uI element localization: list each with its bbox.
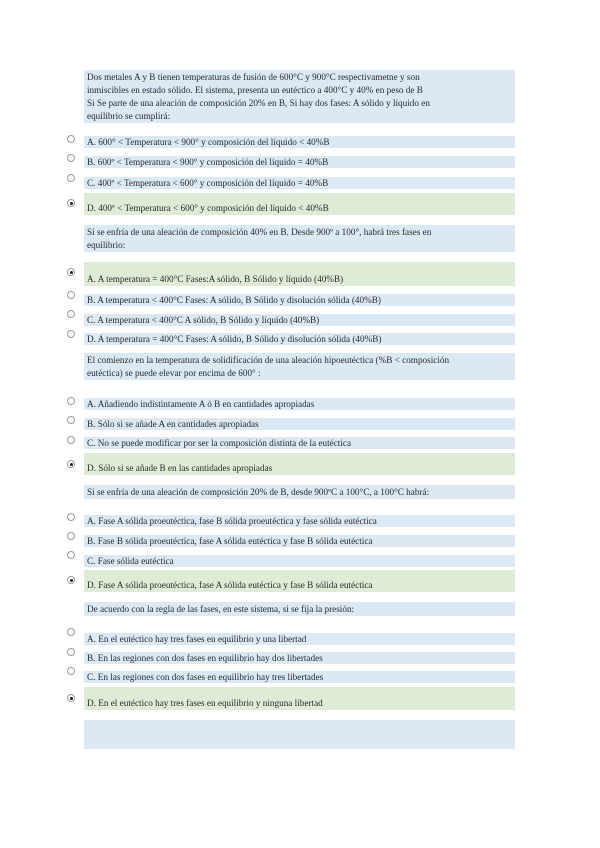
- q2-radio-d[interactable]: [67, 330, 75, 338]
- q2-radio-b[interactable]: [67, 291, 75, 299]
- q4-radio-b[interactable]: [67, 532, 75, 540]
- q4-option-b[interactable]: B. Fase B sólida proeutéctica, fase A sólida eutéctica y fase B sólida eutéctica: [84, 535, 515, 547]
- q1-radio-b[interactable]: [67, 154, 75, 162]
- q3-radio-d[interactable]: [67, 460, 75, 468]
- q5-option-d[interactable]: D. En el eutéctico hay tres fases en equilibrio y ninguna libertad: [84, 687, 515, 710]
- q3-option-b[interactable]: B. Sólo si se añade A en cantidades apropiadas: [84, 418, 515, 430]
- q5-option-b[interactable]: B. En las regiones con dos fases en equilibrio hay dos libertades: [84, 652, 515, 664]
- question-2-prompt: Si se enfría de una aleación de composición 40% en B. Desde 900º a 100°, habrá tres fases en equilibrio:: [84, 225, 515, 252]
- q1-radio-a[interactable]: [67, 135, 75, 143]
- question-5-prompt: De acuerdo con la regla de las fases, en este sistema, si se fija la presión:: [84, 602, 515, 616]
- q2-option-c[interactable]: C. A temperatura < 400°C A sólido, B Sólido y líquido (40%B): [84, 314, 515, 326]
- q3-option-d[interactable]: D. Sólo si se añade B en las cantidades apropiadas: [84, 453, 515, 475]
- q5-radio-a[interactable]: [67, 628, 75, 636]
- q3-radio-b[interactable]: [67, 416, 75, 424]
- q5-radio-b[interactable]: [67, 648, 75, 656]
- q4-option-c[interactable]: C. Fase sólida eutéctica: [84, 555, 515, 567]
- q5-radio-d[interactable]: [67, 694, 75, 702]
- q1-option-c[interactable]: C. 400º < Temperatura < 600° y composición del líquido = 40%B: [84, 177, 515, 189]
- question-3-prompt: El comienzo en la temperatura de solidificación de una aleación hipoeutéctica (%B < composición eutéctica) se puede elevar por encima de 600° :: [84, 353, 515, 380]
- q1-option-a[interactable]: A. 600° < Temperatura < 900° y composición del líquido < 40%B: [84, 136, 515, 148]
- q2-option-b[interactable]: B. A temperatura < 400°C Fases: A sólido, B Sólido y disolución sólida (40%B): [84, 294, 515, 306]
- q2-option-a[interactable]: A. A temperatura = 400°C Fases:A sólido, B Sólido y líquido (40%B): [84, 262, 515, 286]
- q5-option-a[interactable]: A. En el eutéctico hay tres fases en equilibrio y una libertad: [84, 633, 515, 645]
- q1-option-d[interactable]: D. 400º < Temperatura < 600° y composición del líquido < 40%B: [84, 193, 515, 215]
- q3-option-c[interactable]: C. No se puede modificar por ser la composición distinta de la eutéctica: [84, 437, 515, 449]
- footer-panel: [84, 720, 515, 749]
- q5-radio-c[interactable]: [67, 667, 75, 675]
- q3-option-a[interactable]: A. Añadiendo indistintamente A ó B en cantidades apropiadas: [84, 398, 515, 410]
- q4-option-d[interactable]: D. Fase A sólida proeutéctica, fase A sólida eutéctica y fase B sólida eutéctica: [84, 570, 515, 592]
- q4-radio-c[interactable]: [67, 551, 75, 559]
- q4-radio-d[interactable]: [67, 576, 75, 584]
- q4-radio-a[interactable]: [67, 513, 75, 521]
- q5-option-c[interactable]: C. En las regiones con dos fases en equilibrio hay tres libertades: [84, 671, 515, 683]
- q2-radio-c[interactable]: [67, 310, 75, 318]
- question-1-prompt: Dos metales A y B tienen temperaturas de fusión de 600°C y 900°C respectivametne y son inmiscibles en estado sólido. El sistema, presenta un eutéctico a 400°C y 40% en peso de B Si Se parte de una aleación de composición 20% en B, Si hay dos fases: A sólido y líquido en equilibrio se cumplirá:: [84, 70, 515, 123]
- q4-option-a[interactable]: A. Fase A sólida proeutéctica, fase B sólida proeutéctica y fase sólida eutéctica: [84, 515, 515, 527]
- q3-radio-c[interactable]: [67, 436, 75, 444]
- question-4-prompt: Si se enfría de una aleación de composición 20% de B, desde 900ºC a 100°C, a 100°C habrá:: [84, 485, 515, 499]
- q1-radio-c[interactable]: [67, 174, 75, 182]
- q3-radio-a[interactable]: [67, 397, 75, 405]
- q2-option-d[interactable]: D. A temperatura = 400°C Fases: A sólido, B Sólido y disolución sólida (40%B): [84, 333, 515, 345]
- q1-option-b[interactable]: B. 600º < Temperatura < 900° y composición del líquido = 40%B: [84, 156, 515, 168]
- q2-radio-a[interactable]: [67, 268, 75, 276]
- q1-radio-d[interactable]: [67, 199, 75, 207]
